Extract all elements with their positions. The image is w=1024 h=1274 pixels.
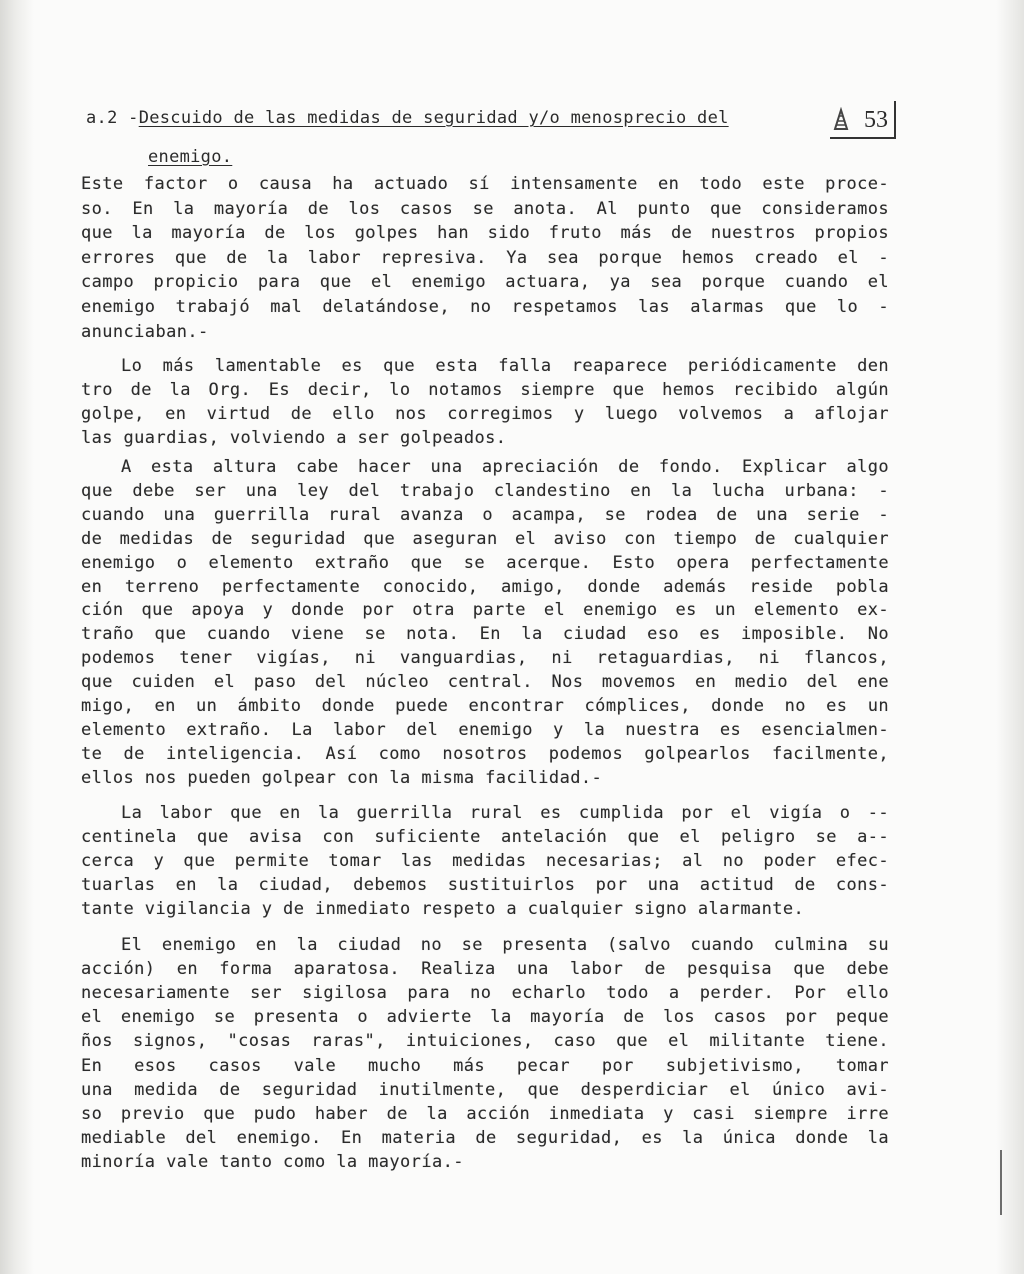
text-line: elemento extraño. La labor del enemigo y la nuestra es esencialmen- bbox=[81, 719, 889, 740]
text-line: mediable del enemigo. En materia de seguridad, es la única donde la bbox=[81, 1127, 889, 1148]
text-line: te de inteligencia. Así como nosotros podemos golpearlos facilmente, bbox=[81, 743, 889, 764]
text-line: cuando una guerrilla rural avanza o acampa, se rodea de una serie - bbox=[81, 504, 889, 525]
text-line: que la mayoría de los golpes han sido fruto más de nuestros propios bbox=[81, 223, 889, 244]
text-line: La labor que en la guerrilla rural es cumplida por el vigía o -- bbox=[121, 803, 889, 823]
text-line: ellos nos pueden golpear con la misma facilidad.- bbox=[81, 767, 603, 788]
text-line: traño que cuando viene se nota. En la ciudad eso es imposible. No bbox=[81, 624, 889, 645]
text-line: Lo más lamentable es que esta falla reaparece periódicamente den bbox=[121, 356, 889, 376]
text-line: so previo que pudo haber de la acción inmediata y casi siempre irre bbox=[81, 1103, 889, 1124]
text-line: necesariamente ser sigilosa para no echarlo todo a perder. Por ello bbox=[81, 983, 889, 1004]
text-line: en terreno perfectamente conocido, amigo, donde además reside pobla bbox=[81, 576, 889, 597]
text-line: minoría vale tanto como la mayoría.- bbox=[81, 1151, 464, 1172]
text-line: Este factor o causa ha actuado sí intensamente en todo este proce- bbox=[81, 174, 889, 194]
text-line: tuarlas en la ciudad, debemos sustituirlos por una actitud de cons- bbox=[81, 875, 889, 895]
scan-right-edge bbox=[996, 0, 1024, 1274]
text-line: tro de la Org. Es decir, lo notamos siempre que hemos recibido algún bbox=[81, 380, 889, 400]
text-line: campo propicio para que el enemigo actuara, ya sea porque cuando el bbox=[81, 272, 889, 293]
text-line: migo, en un ámbito donde puede encontrar cómplices, donde no es un bbox=[81, 696, 889, 716]
section-heading bbox=[86, 107, 729, 129]
scan-margin-mark bbox=[1000, 1150, 1002, 1215]
text-line: tante vigilancia y de inmediato respeto a cualquier signo alarmante. bbox=[81, 899, 805, 919]
section-title-continuation: enemigo. bbox=[148, 147, 233, 167]
text-line: enemigo o elemento extraño que se acerque. Esto opera perfectamente bbox=[81, 552, 889, 573]
text-line: En esos casos vale mucho más pecar por subjetivismo, tomar bbox=[81, 1055, 889, 1076]
text-line: anunciaban.- bbox=[81, 321, 209, 342]
text-line: A esta altura cabe hacer una apreciación de fondo. Explicar algo bbox=[121, 457, 889, 477]
text-line: ños signos, "cosas raras", intuiciones, caso que el militante tiene. bbox=[81, 1031, 889, 1052]
text-line: golpe, en virtud de ello nos corregimos y luego volvemos a aflojar bbox=[81, 404, 889, 424]
text-line: podemos tener vigías, ni vanguardias, ni retaguardias, ni flancos, bbox=[81, 648, 889, 669]
text-line: una medida de seguridad inutilmente, que desperdiciar el único avi- bbox=[81, 1079, 889, 1100]
text-line: acción) en forma aparatosa. Realiza una labor de pesquisa que debe bbox=[81, 959, 889, 980]
text-line: el enemigo se presenta o advierte la mayoría de los casos por peque bbox=[81, 1007, 889, 1028]
page-number: 53 bbox=[830, 101, 896, 139]
text-line: errores que de la labor represiva. Ya sea porque hemos creado el - bbox=[81, 247, 889, 268]
text-line: enemigo trabajó mal delatándose, no respetamos las alarmas que lo - bbox=[81, 297, 889, 317]
text-line: centinela que avisa con suficiente antelación que el peligro se a-- bbox=[81, 827, 889, 847]
text-line: las guardias, volviendo a ser golpeados. bbox=[81, 428, 507, 448]
section-title: Descuido de las medidas de seguridad y/o menosprecio del bbox=[138, 108, 729, 128]
text-line: que debe ser una ley del trabajo clandestino en la lucha urbana: - bbox=[81, 480, 889, 501]
text-line: que cuiden el paso del núcleo central. Nos movemos en medio del ene bbox=[81, 672, 889, 693]
section-number: a.2 - bbox=[86, 108, 139, 128]
text-line: El enemigo en la ciudad no se presenta (salvo cuando culmina su bbox=[121, 935, 889, 955]
text-line: ción que apoya y donde por otra parte el enemigo es un elemento ex- bbox=[81, 600, 889, 621]
text-line: cerca y que permite tomar las medidas necesarias; al no poder efec- bbox=[81, 851, 889, 871]
scan-left-edge bbox=[0, 0, 34, 1274]
text-line: de medidas de seguridad que aseguran el aviso con tiempo de cualquier bbox=[81, 528, 889, 549]
text-line: so. En la mayoría de los casos se anota. Al punto que consideramos bbox=[81, 198, 889, 219]
